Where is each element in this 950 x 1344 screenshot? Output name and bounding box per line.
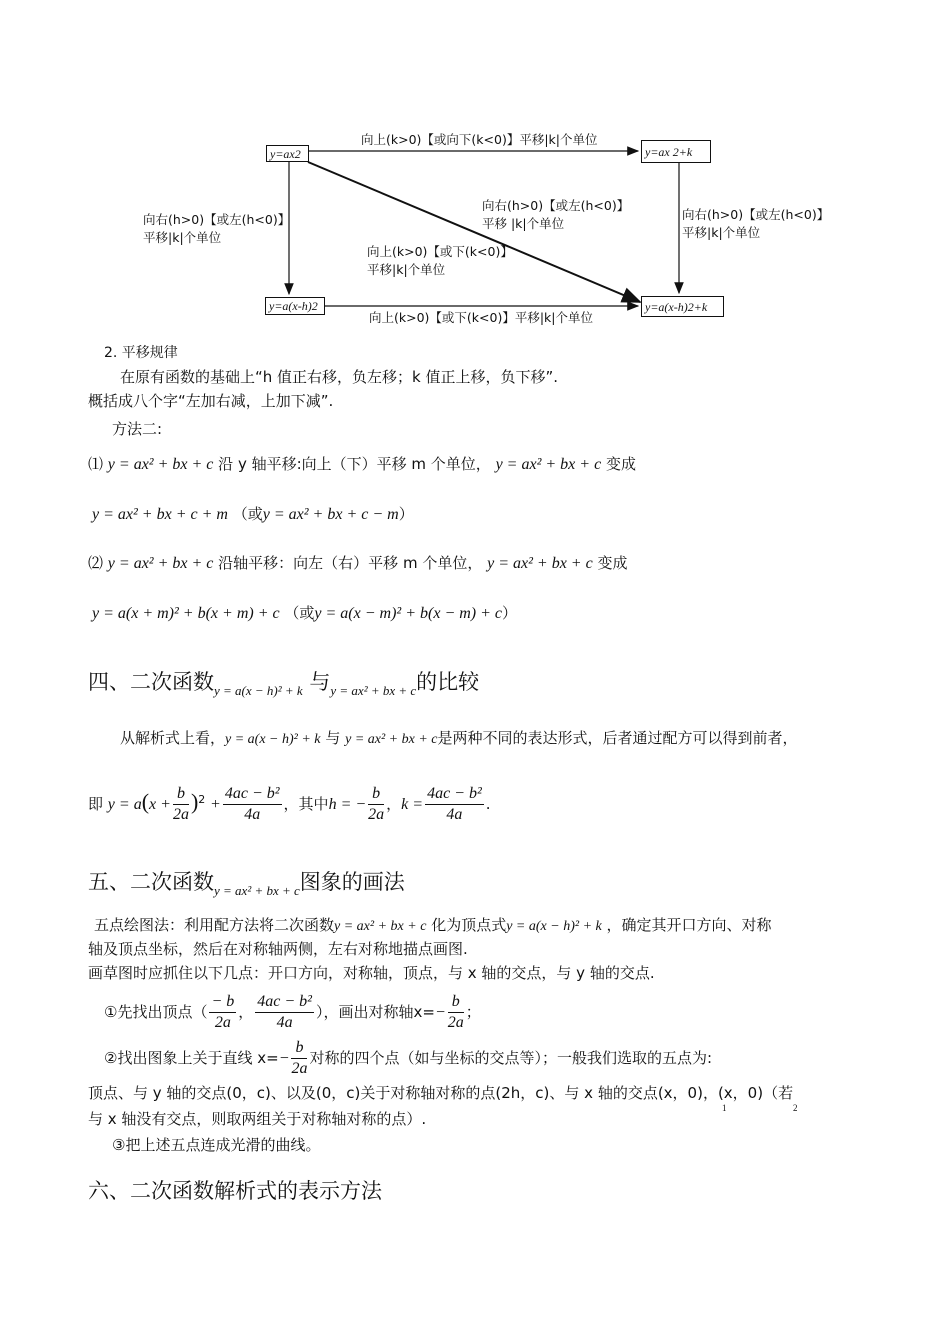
heading-text: 的比较 (416, 670, 480, 694)
alt-open: （或 (232, 505, 263, 523)
section-6-heading: 六、二次函数解析式的表示方法 (88, 1179, 382, 1203)
edge-left-label-2: 平移|k|个单位 (143, 230, 222, 245)
rule-line-1: 在原有函数的基础上“h 值正右移，负左移；k 值正上移，负下移”. (120, 368, 559, 386)
formula: y = a(x − m)² + b(x − m) + c (314, 605, 503, 622)
para-text: 化为顶点式 (431, 916, 507, 934)
edge-top-label: 向上(k>0)【或向下(k<0)】平移|k|个单位 (361, 132, 598, 147)
formula: y = ax² + bx + c (345, 732, 438, 747)
section-4-vertex-form: 即 y = a(x + $\frac{b}{2a}$ )$^2$ + $\frac{\text{4ac − b²}}{4a}$ ，其中h = − $\frac{b}{2a}$ ，k = $\frac{\text{4ac − b²}}{4a}$ . (88, 785, 491, 823)
para-text: . (485, 795, 491, 813)
step-2-line3: 与 x 轴没有交点，则取两组关于对称轴对称的点）. (88, 1110, 427, 1128)
item-1-text: 沿 y 轴平移:向上（下）平移 m 个单位， (218, 455, 491, 473)
edge-diag-label-b1: 向上(k>0)【或下(k<0)】 (367, 244, 513, 259)
heading-text: 五、二次函数 (88, 870, 214, 894)
section-5-p1-line2: 轴及顶点坐标，然后在对称轴两侧，左右对称地描点画图. (88, 940, 468, 958)
para-text: 是两种不同的表达形式，后者通过配方可以得到前者， (437, 729, 798, 747)
para-text: 五点绘图法：利用配方法将二次函数 (94, 916, 335, 934)
step-text: ， (238, 1003, 254, 1021)
item-2-text: 沿轴平移：向左（右）平移 m 个单位， (218, 554, 483, 572)
node-vertical-shift: y=ax 2+k (641, 140, 711, 163)
step-text: 对称的四个点（如与坐标的交点等）；一般我们选取的五点为: (309, 1049, 713, 1067)
edge-right-label-2: 平移|k|个单位 (682, 225, 761, 240)
para-text: ， (386, 795, 402, 813)
edge-diag-label-a1: 向右(h>0)【或左(h<0)】 (482, 198, 630, 213)
formula: y = ax² + bx + c (487, 555, 593, 572)
formula: y = ax² + bx + c (495, 456, 602, 473)
rule-title: 2. 平移规律 (104, 345, 178, 361)
step-text: x= (413, 1003, 435, 1021)
formula: y = ax² + bx + c (107, 456, 214, 473)
method-item-1-result (92, 503, 414, 526)
formula: y = ax² + bx + c (107, 555, 214, 572)
formula: y = a(x − h)² + k (506, 919, 602, 934)
formula: y = a(x − h)² + k (225, 732, 321, 747)
formula: y = ax² + bx + c (334, 919, 427, 934)
subscript-2: 2 (793, 1103, 798, 1113)
para-text: 从解析式上看， (120, 729, 226, 747)
alt-close: ） (398, 505, 414, 523)
step-2-line2: 顶点、与 y 轴的交点(0，c)、以及(0，c)关于对称轴对称的点(2h，c)、与 x 轴的交点(x，0)，(x，0)（若 (88, 1084, 794, 1102)
edge-left-label-1: 向右(h>0)【或左(h<0)】 (143, 212, 291, 227)
edge-diag-label-a2: 平移 |k|个单位 (482, 216, 565, 231)
para-text: 即 (88, 795, 104, 813)
section-5-p1 (94, 914, 772, 938)
method-item-2 (88, 552, 628, 575)
formula: y = ax² + bx + c (330, 683, 417, 698)
section-5-p2: 画草图时应抓住以下几点：开口方向，对称轴，顶点，与 x 轴的交点，与 y 轴的交点. (88, 964, 655, 982)
edge-diag-label-b2: 平移|k|个单位 (367, 262, 446, 277)
formula: y = a(x + m)² + b(x + m) + c (92, 605, 280, 622)
diagram-arrows (0, 0, 950, 330)
step-3: ③把上述五点连成光滑的曲线。 (112, 1136, 321, 1154)
formula: y = ax² + bx + c − m (262, 506, 399, 523)
edge-bottom-label: 向上(k>0)【或下(k<0)】平移|k|个单位 (369, 310, 593, 325)
item-2-suffix: 变成 (597, 554, 628, 572)
step-1: ①先找出顶点（ $\frac{- b}{2a}$ ， $\frac{\text{4ac − b²}}{4a}$ ），画出对称轴x=− $\frac{b}{2a}$ ； (104, 993, 481, 1031)
item-1-suffix: 变成 (605, 455, 636, 473)
step-text: ①先找出顶点（ (104, 1003, 208, 1021)
edge-right-label-1: 向右(h>0)【或左(h<0)】 (682, 207, 830, 222)
formula: y = ax² + bx + c + m (92, 506, 228, 523)
alt-open: （或 (284, 604, 315, 622)
rule-line-2: 概括成八个字“左加右减，上加下减”. (88, 392, 334, 410)
alt-close: ） (502, 604, 518, 622)
method-item-1 (88, 453, 636, 476)
section-4-heading (88, 667, 479, 706)
node-base: y=ax2 (266, 145, 309, 162)
item-2-marker: ⑵ (88, 554, 104, 572)
step-text: ），画出对称轴 (315, 1003, 414, 1021)
step-2: ②找出图象上关于直线 x=− $\frac{b}{2a}$ 对称的四个点（如与坐标的交点等）；一般我们选取的五点为: (104, 1039, 713, 1077)
formula: y = a(x − h)² + k (214, 683, 303, 698)
step-text: ②找出图象上关于直线 (104, 1049, 253, 1067)
section-4-para (120, 727, 798, 751)
node-horizontal-shift: y=a(x-h)2 (265, 297, 325, 315)
heading-text: 与 (309, 670, 331, 694)
heading-text: 图象的画法 (299, 870, 405, 894)
node-both-shift: y=a(x-h)2+k (641, 296, 724, 317)
subscript-1: 1 (722, 1103, 727, 1113)
step-text: ； (465, 1003, 481, 1021)
para-text: 与 (325, 729, 341, 747)
section-5-heading (88, 867, 405, 906)
method-two-label: 方法二: (112, 420, 163, 438)
item-1-marker: ⑴ (88, 455, 104, 473)
method-item-2-result (92, 602, 517, 625)
formula: y = ax² + bx + c (214, 883, 300, 898)
para-text: ，确定其开口方向、对称 (606, 916, 772, 934)
step-text: x= (257, 1049, 279, 1067)
para-text: ，其中 (283, 795, 329, 813)
heading-text: 四、二次函数 (88, 670, 214, 694)
